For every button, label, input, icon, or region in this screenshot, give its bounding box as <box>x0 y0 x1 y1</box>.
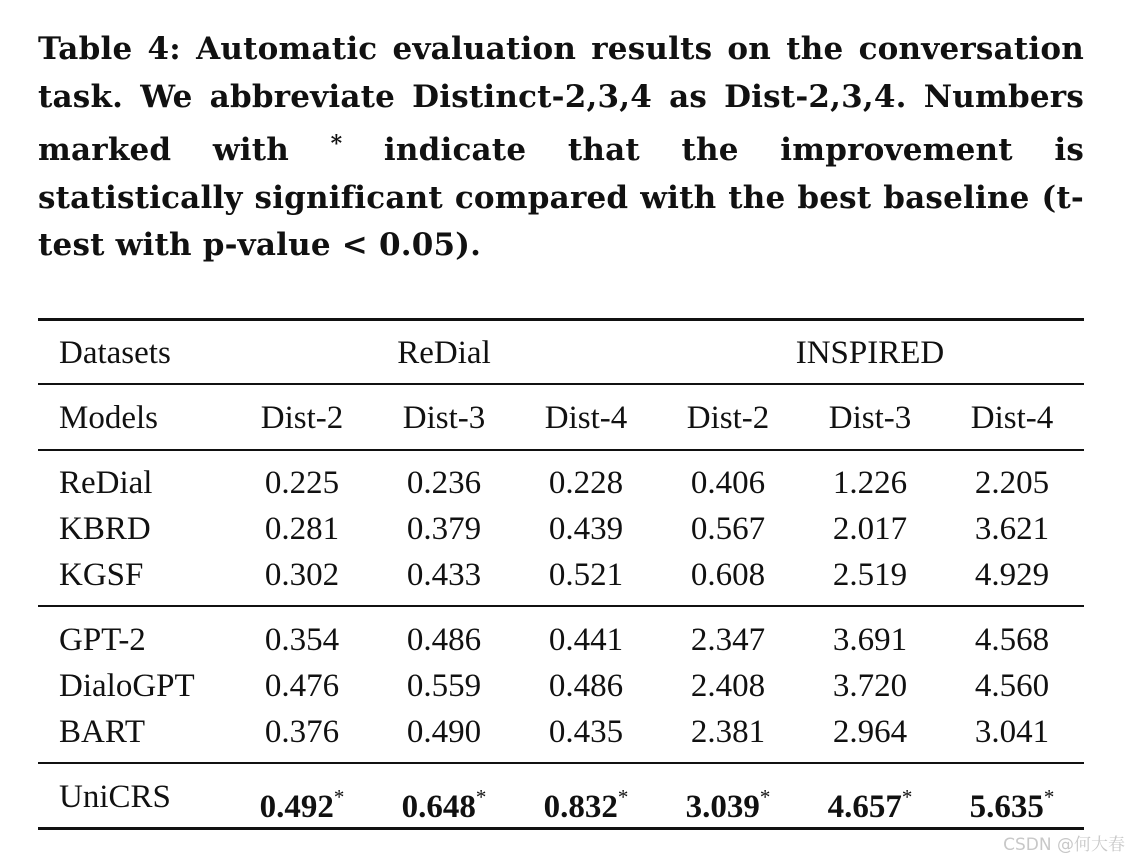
table-cell: 0.379 <box>406 511 482 547</box>
table-cell: 0.302 <box>264 557 340 593</box>
caption-star: * <box>330 131 343 157</box>
table-cell: 3.720 <box>832 668 908 704</box>
table-cell: 0.490 <box>406 714 482 750</box>
table-cell: 0.521 <box>548 557 624 593</box>
table-cell: 0.406 <box>690 465 766 501</box>
table-cell: 0.567 <box>690 511 766 547</box>
table-cell: 0.225 <box>264 465 340 501</box>
best-result-cell: 0.832* <box>543 785 629 825</box>
caption-suffix: indicate that the improvement is statistically significant compared with the best baseline (t-test with p-value < 0.05). <box>38 132 1084 263</box>
table-cell: 4.568 <box>974 622 1050 658</box>
table-cell: 0.236 <box>406 465 482 501</box>
watermark: CSDN @何大春 <box>1003 835 1125 855</box>
model-name: ReDial <box>59 465 153 501</box>
best-result-cell: 0.648* <box>401 785 487 825</box>
model-name: KGSF <box>59 557 144 593</box>
table-cell: 4.929 <box>974 557 1050 593</box>
table-cell: 0.281 <box>264 511 340 547</box>
caption-prefix: Table 4: Automatic evaluation results on the conversation task. We abbreviate Distinct-2,3,4 as Dist-2,3,4. Numbers marked with <box>38 31 1084 168</box>
significance-marker: * <box>759 785 771 809</box>
table-cell: 2.964 <box>832 714 908 750</box>
model-name: DialoGPT <box>59 668 195 704</box>
model-name-unicrs: UniCRS <box>59 779 171 815</box>
model-name: BART <box>59 714 146 750</box>
group-divider-rule-1 <box>38 605 1084 607</box>
bottom-rule <box>38 827 1084 830</box>
table-cell: 1.226 <box>832 465 908 501</box>
table-cell: 0.559 <box>406 668 482 704</box>
significance-marker: * <box>333 785 345 809</box>
column-header: Dist-4 <box>970 400 1054 436</box>
best-result-cell: 5.635* <box>969 785 1055 825</box>
table-cell: 0.433 <box>406 557 482 593</box>
group-divider-rule-2 <box>38 762 1084 764</box>
column-header: Dist-4 <box>544 400 628 436</box>
header-bottom-rule <box>38 449 1084 451</box>
model-name: GPT-2 <box>59 622 146 658</box>
significance-marker: * <box>901 785 913 809</box>
header-mid-rule <box>38 383 1084 385</box>
table-cell: 2.519 <box>832 557 908 593</box>
column-header: Dist-2 <box>686 400 770 436</box>
significance-marker: * <box>617 785 629 809</box>
table-cell: 2.381 <box>690 714 766 750</box>
models-label: Models <box>59 400 158 436</box>
column-header: Dist-3 <box>402 400 486 436</box>
significance-marker: * <box>1043 785 1055 809</box>
table-cell: 0.228 <box>548 465 624 501</box>
model-name: KBRD <box>59 511 151 547</box>
table-cell: 3.041 <box>974 714 1050 750</box>
best-result-cell: 3.039* <box>685 785 771 825</box>
table-cell: 3.691 <box>832 622 908 658</box>
table-cell: 2.347 <box>690 622 766 658</box>
best-result-cell: 4.657* <box>827 785 913 825</box>
column-header: Dist-3 <box>828 400 912 436</box>
column-header: Dist-2 <box>260 400 344 436</box>
table-cell: 0.486 <box>548 668 624 704</box>
table-cell: 0.476 <box>264 668 340 704</box>
table-cell: 2.408 <box>690 668 766 704</box>
table-cell: 2.017 <box>832 511 908 547</box>
table-cell: 0.354 <box>264 622 340 658</box>
table-cell: 4.560 <box>974 668 1050 704</box>
table-cell: 2.205 <box>974 465 1050 501</box>
table-caption <box>38 26 1084 270</box>
table-cell: 3.621 <box>974 511 1050 547</box>
best-result-cell: 0.492* <box>259 785 345 825</box>
table-cell: 0.608 <box>690 557 766 593</box>
table-cell: 0.439 <box>548 511 624 547</box>
table-cell: 0.486 <box>406 622 482 658</box>
dataset-inspired-header: INSPIRED <box>795 335 945 371</box>
table-cell: 0.376 <box>264 714 340 750</box>
dataset-redial-header: ReDial <box>397 335 491 371</box>
top-rule <box>38 318 1084 321</box>
table-cell: 0.441 <box>548 622 624 658</box>
datasets-label: Datasets <box>59 335 171 371</box>
significance-marker: * <box>475 785 487 809</box>
table-cell: 0.435 <box>548 714 624 750</box>
